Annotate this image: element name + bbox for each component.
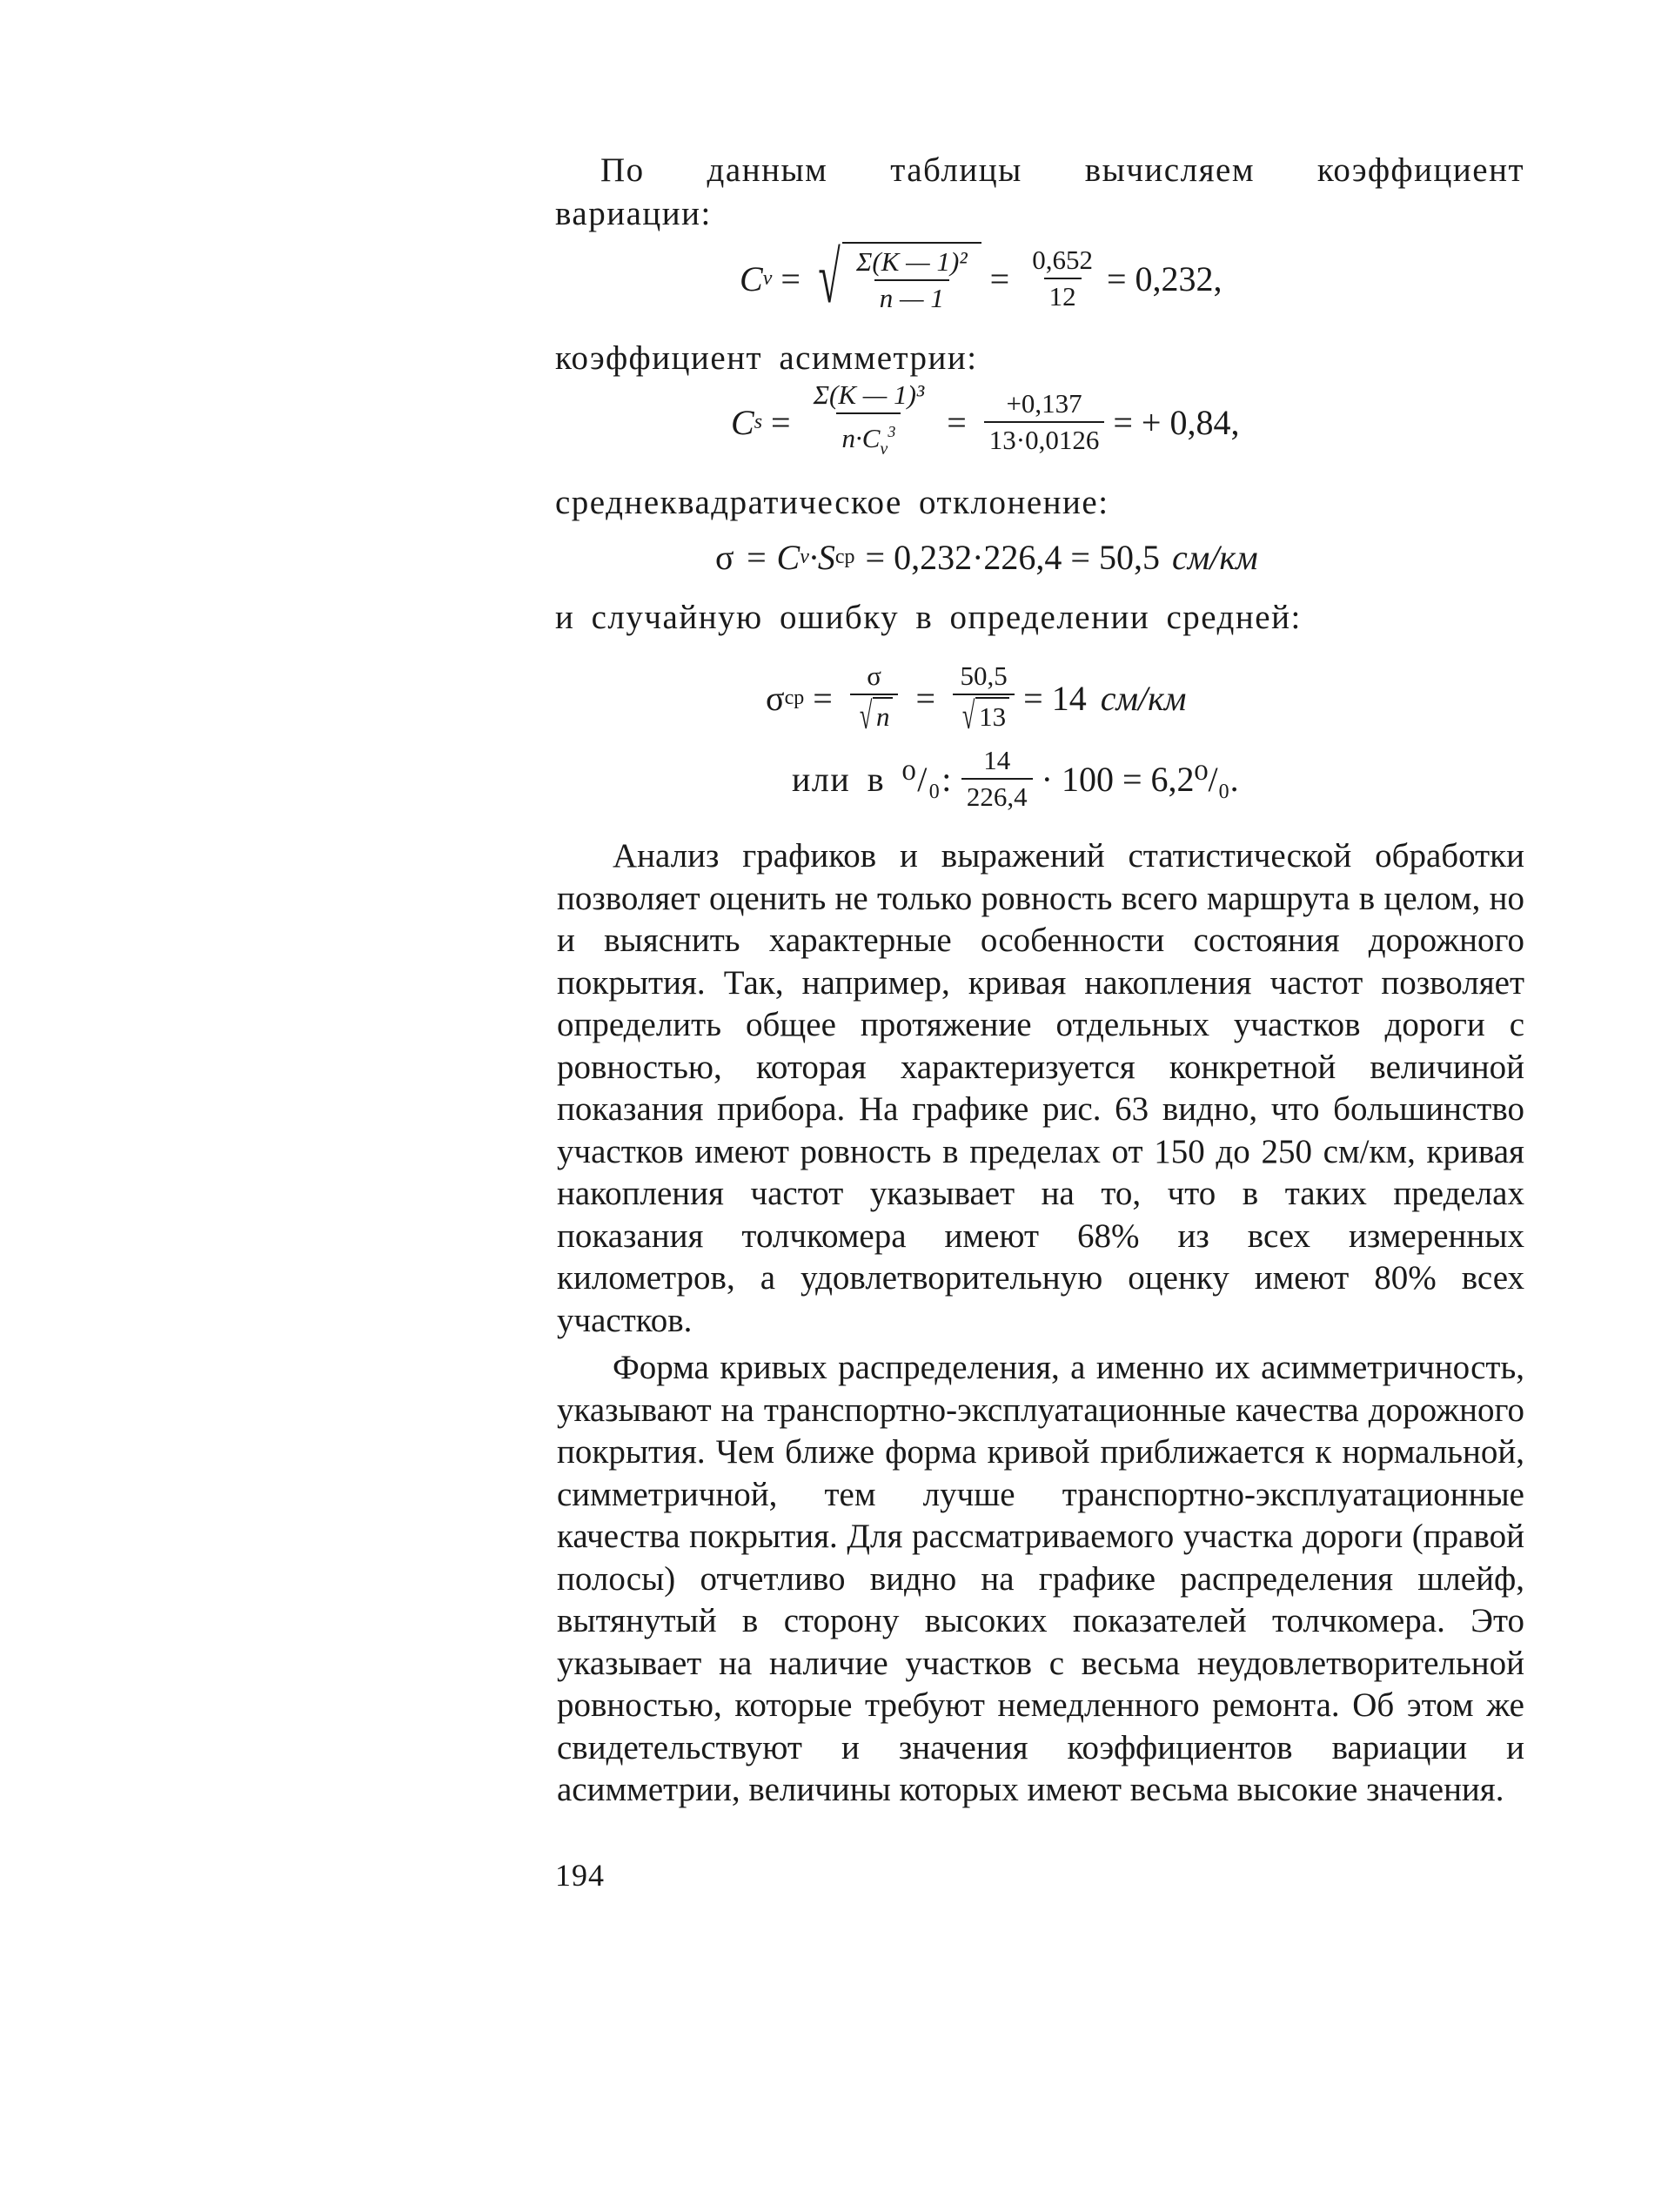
cv-sqrt xyxy=(809,238,981,318)
err-frac1-den: n xyxy=(873,697,894,735)
cv-lhs-sub: v xyxy=(762,266,773,290)
radical-sign-icon: √ xyxy=(961,694,975,737)
sigma-symbol: σ xyxy=(715,537,734,577)
sigma-rest: = 0,232·226,4 = 50,5 xyxy=(865,537,1160,577)
sigma-s: ·S xyxy=(808,537,835,577)
pct-prefix: или в ⁰/₀: xyxy=(792,759,953,799)
radical-sign-icon: √ xyxy=(859,694,873,737)
formula-cs: C s = $\frac{\text{Σ(K — 1)³}}{n\cdot C_v^3}$ = $\frac{+0,137}{13\cdot 0,0126}$ = + 0,84, xyxy=(731,383,1239,461)
cv-frac-den: 12 xyxy=(1044,278,1082,312)
radical-sign-icon: √ xyxy=(818,238,841,318)
err-frac1-num: σ xyxy=(867,660,881,691)
pct-result: · 100 = 6,2⁰/₀. xyxy=(1041,759,1239,799)
sigma-label: среднеквадратическое отклонение: xyxy=(555,484,1109,521)
cs-lhs: C xyxy=(731,402,754,442)
paragraph-1: Анализ графиков и выражений статистической обработки позволяет оценить не только ровность всего маршрута в целом, но и выяснить характерные особенности состояния дорожного покрытия. Так, например, кривая накопления частот позволяет определить общее протяжение отдельных участков дороги с ровностью, которая характеризуется конкретной величиной показания прибора. На графике рис. 63 видно, что большинство участков имеют ровность в пределах от 150 до 250 см/км, кривая накопления частот указывает на то, что в таких пределах показания толчкомера имеют 68% из всех измеренных километров, а удовлетворительную оценку имеют 80% всех участков. xyxy=(557,837,1524,1339)
err-frac2-den: 13 xyxy=(975,697,1009,735)
cv-lhs: C xyxy=(740,258,763,298)
sigma-unit: см/км xyxy=(1171,537,1258,577)
err-unit: см/км xyxy=(1100,678,1187,718)
pct-frac xyxy=(961,745,1033,813)
cs-frac2 xyxy=(984,388,1105,456)
err-frac1 xyxy=(850,660,899,735)
cs-lhs-sub: s xyxy=(754,410,763,433)
cv-sqrt-frac xyxy=(851,246,973,314)
cs-eq: = xyxy=(771,402,791,442)
cs-frac1-den: $n\cdot C_v^3$ xyxy=(836,412,901,465)
cs-frac1-num: Σ(K — 1)³ xyxy=(813,379,925,410)
error-label: и случайную ошибку в определении средней: xyxy=(555,599,1302,636)
cv-eq: = xyxy=(780,258,801,298)
formula-percent xyxy=(792,740,1239,818)
cv-result: = 0,232, xyxy=(1106,258,1223,298)
body-text xyxy=(557,835,1524,1812)
cs-frac2-den: 13·0,0126 xyxy=(984,421,1105,456)
err-frac2 xyxy=(953,660,1015,735)
formula-sigma xyxy=(715,531,1258,583)
err-lhs: σ xyxy=(766,678,785,718)
cs-frac1 xyxy=(808,379,930,465)
page-number: 194 xyxy=(555,1858,605,1893)
err-frac2-num: 50,5 xyxy=(960,660,1008,691)
err-eq: = xyxy=(813,678,833,718)
cv-sqrt-den: n — 1 xyxy=(874,279,949,314)
pct-frac-num: 14 xyxy=(983,745,1011,775)
intro-line-2: вариации: xyxy=(555,195,712,232)
pct-frac-den: 226,4 xyxy=(961,778,1033,813)
sigma-cv-sub: v xyxy=(800,545,809,568)
sigma-s-sub: ср xyxy=(834,545,855,568)
cv-frac-num: 0,652 xyxy=(1032,245,1093,275)
cv-sqrt-num: Σ(K — 1)² xyxy=(856,246,968,277)
intro-line-1: По данным таблицы вычисляем коэффициент xyxy=(600,151,1524,189)
sigma-cv: = C xyxy=(744,537,801,577)
asym-label: коэффициент асимметрии: xyxy=(555,339,978,377)
cs-result: = + 0,84, xyxy=(1113,402,1240,442)
err-result: = 14 xyxy=(1023,678,1087,718)
formula-cv: C v = √ $\frac{\text{Σ(K — 1)²}}{n — 1}$ = $\frac{0,652}{12}$ = 0,232, xyxy=(740,238,1223,318)
paragraph-2: Форма кривых распределения, а именно их асимметричность, указывают на транспортно-эксплуатационные качества дорожного покрытия. Чем ближе форма кривой приближается к нормальной, симметричной, тем лучше транспортно-эксплуатационные качества покрытия. Для рассматриваемого участка дороги (правой полосы) отчетливо видно на графике распределения шлейф, вытянутый в сторону высоких показателей толчкомера. Это указывает на наличие участков с весьма неудовлетворительной ровностью, которые требуют немедленного ремонта. Об этом же свидетельствуют и значения коэффициентов вариации и асимметрии, величины которых имеют весьма высокие значения. xyxy=(557,1349,1524,1808)
cs-frac2-num: +0,137 xyxy=(1006,388,1082,419)
err-lhs-sub: ср xyxy=(784,686,805,709)
formula-error: σ ср = σ √ n = 50,5 √ 13 = 14 см/км xyxy=(766,660,1187,737)
cv-frac xyxy=(1027,245,1098,312)
